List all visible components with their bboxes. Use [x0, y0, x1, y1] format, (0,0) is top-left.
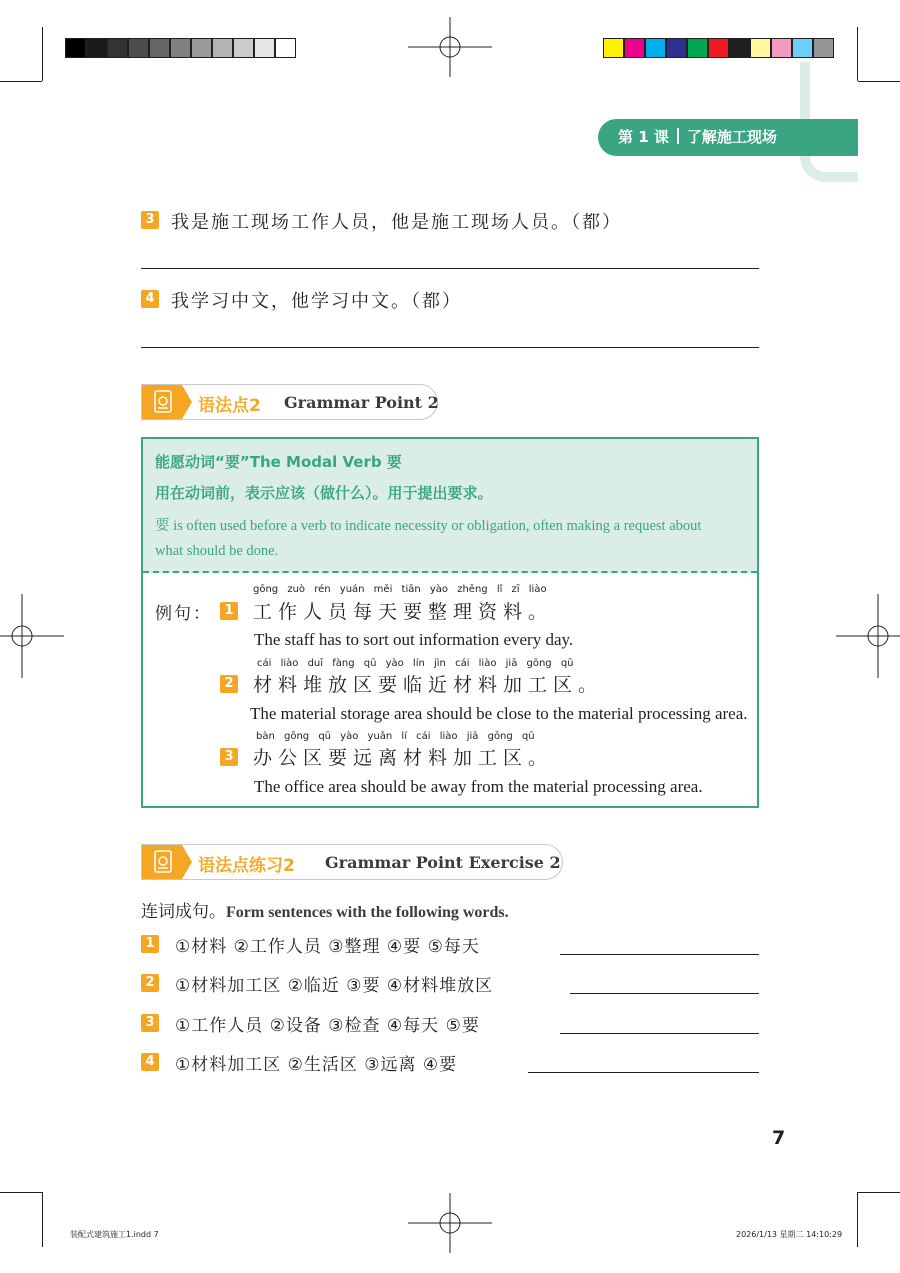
grammar-explanation — [143, 439, 757, 573]
item-number: 1 — [141, 935, 159, 953]
lesson-tab — [598, 119, 858, 156]
item-number: 4 — [141, 1053, 159, 1071]
example-number: 3 — [220, 748, 238, 766]
example-pinyin: cái liào duī fàng qū yào lín jìn cái liào jiā gōng qū — [257, 658, 574, 669]
example-number: 1 — [220, 602, 238, 620]
instruction-en: Form sentences with the following words. — [226, 904, 509, 921]
exercise-instruction — [141, 897, 509, 922]
examples-label: 例句： — [155, 604, 212, 624]
exercise-sentence: 我学习中文，他学习中文。（都） — [171, 291, 462, 312]
grammar-icon-box — [142, 845, 192, 879]
item-number: 3 — [141, 1014, 159, 1032]
slug-date: 2026/1/13 星期二 14:10:29 — [736, 1230, 843, 1239]
page-number: 7 — [772, 1127, 786, 1149]
example-sentence-zh: 办公区要远离材料加工区。 — [253, 747, 554, 769]
grammar-box — [141, 437, 759, 808]
answer-line — [560, 954, 759, 955]
example-sentence-en: The material storage area should be close to the material processing area. — [250, 704, 748, 723]
item-number: 4 — [141, 290, 159, 308]
example-sentence-zh: 工作人员每天要整理资料。 — [253, 601, 554, 623]
word-list: ①材料加工区 ②生活区 ③远离 ④要 — [175, 1055, 458, 1075]
answer-line — [141, 347, 759, 348]
grammar-desc-en-line1: 要 is often used before a verb to indicate necessity or obligation, often making a request about — [155, 518, 702, 534]
lesson-separator — [677, 128, 679, 144]
answer-line — [570, 993, 759, 994]
grammar-icon-box — [142, 385, 192, 419]
word-list: ①工作人员 ②设备 ③检查 ④每天 ⑤要 — [175, 1016, 480, 1036]
document-icon — [151, 849, 177, 875]
grammar-point-header — [141, 384, 438, 420]
exercise-title-en: Grammar Point Exercise 2 — [325, 853, 561, 872]
example-pinyin: bàn gōng qū yào yuǎn lí cái liào jiā gōng qū — [256, 731, 535, 742]
answer-line — [560, 1033, 759, 1034]
lesson-title: 了解施工现场 — [686, 128, 777, 146]
example-sentence-en: The staff has to sort out information every day. — [254, 630, 574, 649]
example-number: 2 — [220, 675, 238, 693]
grammar-exercise-header — [141, 844, 563, 880]
slug-file: 装配式建筑施工1.indd 7 — [70, 1230, 159, 1239]
word-list: ①材料加工区 ②临近 ③要 ④材料堆放区 — [175, 976, 494, 996]
registration-mark-top — [408, 5, 492, 89]
answer-line — [141, 268, 759, 269]
registration-mark-bottom — [408, 1181, 492, 1265]
exercise-title-zh: 语法点练习2 — [198, 856, 295, 876]
registration-mark-left — [0, 594, 64, 678]
document-icon — [151, 389, 177, 415]
item-number: 3 — [141, 211, 159, 229]
grammar-heading: 能愿动词“要”The Modal Verb 要 — [155, 453, 402, 471]
answer-line — [528, 1072, 759, 1073]
example-pinyin: gōng zuò rén yuán měi tiān yào zhěng lǐ zī liào — [253, 584, 547, 595]
grammar-title-zh: 语法点2 — [198, 396, 261, 416]
item-number: 2 — [141, 974, 159, 992]
example-sentence-en: The office area should be away from the material processing area. — [254, 777, 703, 796]
grammar-title-en: Grammar Point 2 — [284, 393, 439, 412]
registration-mark-right — [836, 594, 900, 678]
instruction-zh: 连词成句。 — [141, 902, 226, 922]
grammar-desc-zh: 用在动词前，表示应该（做什么）。用于提出要求。 — [155, 484, 493, 502]
example-sentence-zh: 材料堆放区要临近材料加工区。 — [253, 674, 604, 696]
lesson-label: 第 1 课 — [618, 128, 669, 146]
grammar-desc-en-line2: what should be done. — [155, 543, 279, 559]
word-list: ①材料 ②工作人员 ③整理 ④要 ⑤每天 — [175, 937, 480, 957]
exercise-sentence: 我是施工现场工作人员，他是施工现场人员。（都） — [171, 212, 622, 233]
